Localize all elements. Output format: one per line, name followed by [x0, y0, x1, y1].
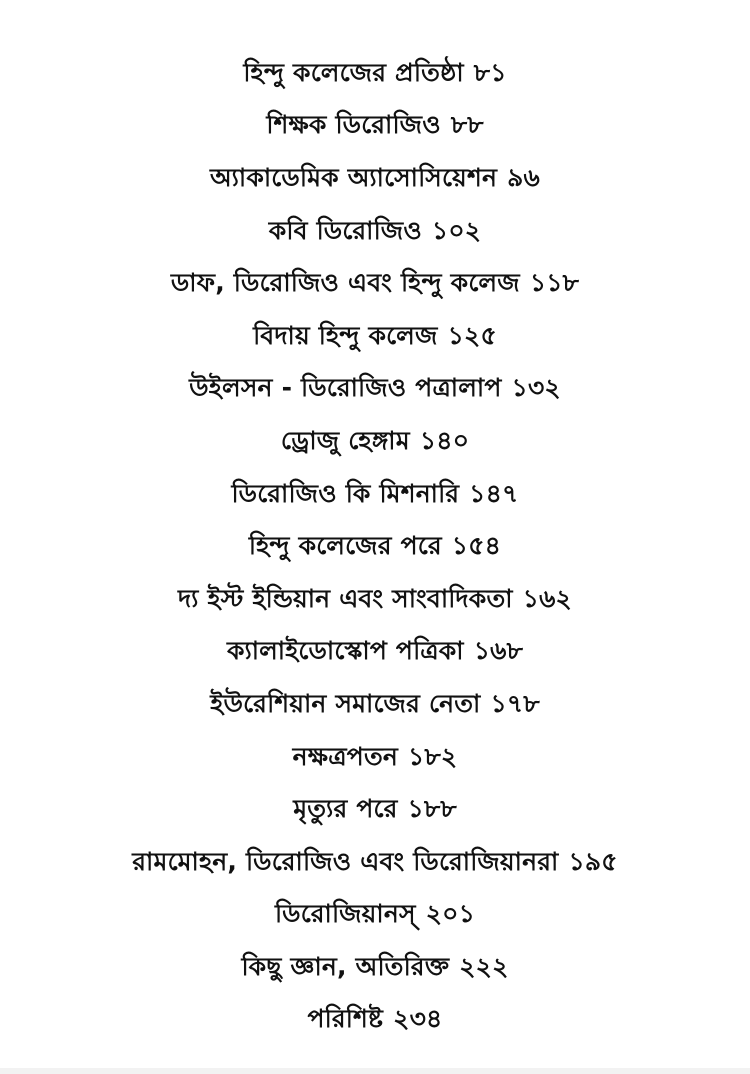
toc-entry-page: ১৯৫: [568, 846, 618, 876]
toc-entry-17: [0, 890, 750, 943]
toc-entry-title: বিদায় হিন্দু কলেজ: [253, 320, 438, 350]
toc-entry-page: ৮১: [473, 57, 507, 87]
toc-entry-page: ১৪৭: [469, 478, 519, 508]
toc-entry-18: [0, 942, 750, 995]
toc-entry-title: হিন্দু কলেজের পরে: [248, 531, 442, 561]
toc-entry-3: [0, 153, 750, 206]
toc-entry-title: কিছু জ্ঞান, অতিরিক্ত: [241, 951, 450, 981]
toc-entry-page: ২০১: [425, 899, 476, 929]
toc-entry-page: ১৮৮: [407, 794, 457, 824]
toc-entry-page: ১৫৪: [451, 531, 502, 561]
toc-entry-title: ডাফ, ডিরোজিও এবং হিন্দু কলেজ: [170, 268, 520, 298]
toc-entry-page: ১৬৮: [473, 636, 524, 666]
toc-entry-12: [0, 627, 750, 680]
toc-entry-16: [0, 837, 750, 890]
toc-entry-11: [0, 574, 750, 627]
toc-entry-page: ৯৬: [507, 162, 540, 192]
toc-entry-page: ২৩৪: [393, 1004, 443, 1034]
toc-entry-page: ১৮২: [408, 741, 458, 771]
toc-entry-15: [0, 784, 750, 837]
toc-entry-title: ডিরোজিও কি মিশনারি: [231, 478, 460, 508]
toc-entry-14: [0, 732, 750, 785]
toc-entry-5: [0, 258, 750, 311]
toc-entry-page: ২২২: [459, 951, 509, 981]
toc-entry-title: অ্যাকাডেমিক অ্যাসোসিয়েশন: [210, 162, 498, 192]
toc-entry-page: ১৩২: [511, 373, 561, 403]
toc-entry-title: নক্ষত্রপতন: [292, 741, 399, 771]
toc-entry-title: ড্রোজু হেঙ্গাম: [280, 425, 410, 455]
toc-entry-title: ডিরোজিয়ানস্: [274, 899, 416, 929]
toc-entry-2: [0, 101, 750, 154]
toc-entry-10: [0, 521, 750, 574]
toc-entry-title: রামমোহন, ডিরোজিও এবং ডিরোজিয়ানরা: [132, 846, 559, 876]
toc-entry-page: ১৪০: [419, 425, 470, 455]
toc-entry-9: [0, 469, 750, 522]
toc-entry-19: [0, 995, 750, 1048]
toc-entry-title: পরিশিষ্ট: [307, 1004, 384, 1034]
toc-entry-title: কবি ডিরোজিও: [268, 215, 422, 245]
toc-entry-page: ১২৫: [447, 320, 497, 350]
toc-entry-4: [0, 206, 750, 259]
toc-entry-title: দ্য ইস্ট ইন্ডিয়ান এবং সাংবাদিকতা: [177, 583, 513, 613]
toc-entry-title: ক্যালাইডোস্কোপ পত্রিকা: [226, 636, 464, 666]
toc-entry-8: [0, 416, 750, 469]
toc-entry-title: মৃত্যুর পরে: [293, 794, 398, 824]
toc-entry-6: [0, 311, 750, 364]
toc-entry-page: ১৭৮: [490, 688, 540, 718]
toc-entry-page: ১০২: [431, 215, 482, 245]
toc-entry-7: [0, 364, 750, 417]
toc-entry-title: উইলসন - ডিরোজিও পত্রালাপ: [189, 373, 502, 403]
page-bottom-edge: [0, 1068, 750, 1074]
toc-entry-1: [0, 48, 750, 101]
toc-entry-page: ১৬২: [522, 583, 573, 613]
toc-entry-page: ৮৮: [450, 110, 484, 140]
toc-entry-page: ১১৮: [529, 268, 580, 298]
toc-entry-title: ইউরেশিয়ান সমাজের নেতা: [210, 688, 481, 718]
toc-entry-13: [0, 679, 750, 732]
toc-entry-title: হিন্দু কলেজের প্রতিষ্ঠা: [243, 57, 464, 87]
table-of-contents: [0, 48, 750, 1047]
toc-entry-title: শিক্ষক ডিরোজিও: [266, 110, 441, 140]
